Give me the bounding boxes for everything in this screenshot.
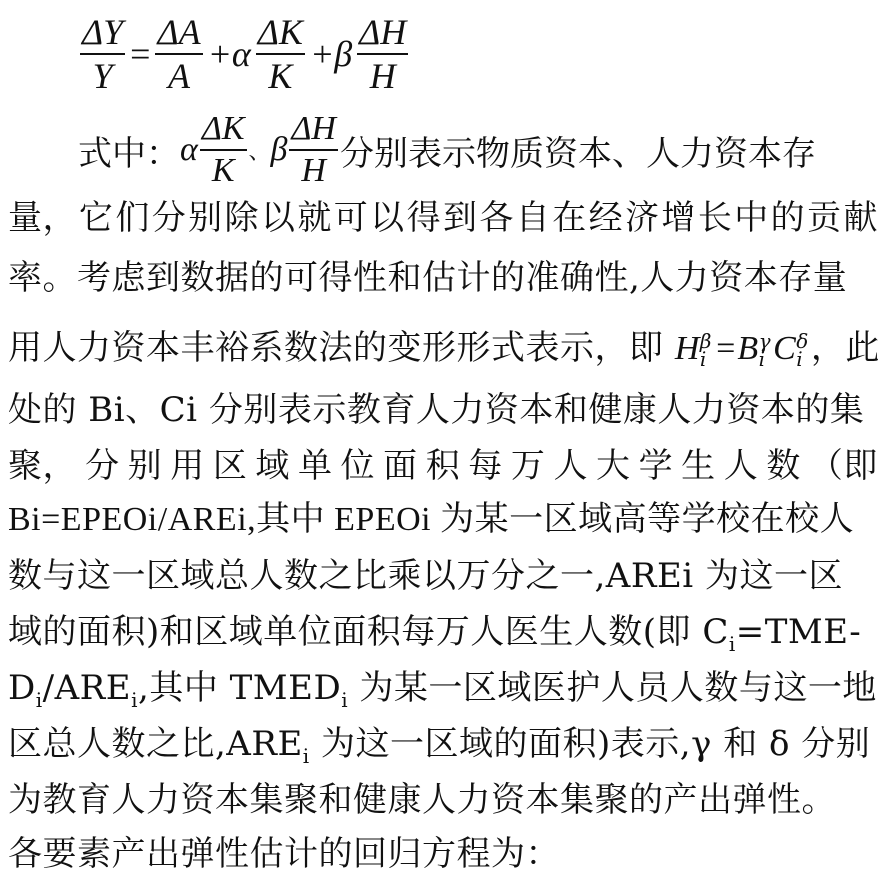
text-run: 积 xyxy=(425,446,461,486)
superscript: γ xyxy=(758,329,772,353)
text-run: 分别表示物质资本、人力资本存 xyxy=(339,133,816,174)
text-run: 每 xyxy=(468,446,503,486)
text-run: /ARE xyxy=(42,668,132,708)
text-run: 人 xyxy=(553,446,588,486)
numerator: ΔH xyxy=(289,112,338,151)
text-run: 处的 Bi、Ci 分别表示教育人力资本和健康人力资本的集 xyxy=(8,390,865,430)
text-run: 分 xyxy=(85,446,120,486)
denominator: H xyxy=(369,56,396,96)
text-run: （即 xyxy=(808,446,878,486)
text-run: 的 xyxy=(770,198,806,238)
text-run: 长 xyxy=(697,198,733,238)
text-run: 学 xyxy=(638,446,674,486)
text-run: 各要素产出弹性估计的回归方程为： xyxy=(8,834,560,874)
paragraph-line xyxy=(8,328,878,369)
denominator: A xyxy=(168,56,191,96)
equals-sign: = xyxy=(130,34,151,74)
text-run: 面 xyxy=(383,446,418,486)
text-run: 用 xyxy=(170,446,205,486)
fraction-human-capital-growth xyxy=(357,14,408,94)
text-run: 它 xyxy=(78,198,114,238)
text-run: 域的面积)和区域单位面积每万人医生人数(即 C xyxy=(8,612,729,652)
text-run: 聚， xyxy=(8,446,77,486)
text-run: D xyxy=(8,668,36,708)
paragraph-line xyxy=(8,390,878,430)
text-run: 除 xyxy=(224,198,260,238)
text-run: 人 xyxy=(723,446,759,486)
text-run: Bi=EPEOi/AREi,其中 EPEOi 为某一区域高等学校在校人 xyxy=(8,501,855,538)
text-run: 大 xyxy=(596,446,631,486)
text-run: 在 xyxy=(552,198,587,238)
fraction-capital-growth xyxy=(200,112,247,188)
text-run: 各 xyxy=(479,198,514,238)
denominator: Y xyxy=(92,56,113,96)
numerator: ΔK xyxy=(200,112,247,151)
paragraph-line xyxy=(8,258,878,298)
subscript: i xyxy=(796,347,804,371)
growth-equation xyxy=(78,14,410,94)
text-run: 数 xyxy=(766,446,801,486)
text-run: 别 xyxy=(188,198,223,238)
subscript: i xyxy=(302,744,310,768)
script-stack xyxy=(758,329,772,371)
fraction-tech-growth xyxy=(155,14,202,94)
text-run: 数与这一区域总人数之比乘以万分之一,AREi 为这一区 xyxy=(8,556,843,596)
paragraph-line xyxy=(8,834,878,874)
paragraph-line xyxy=(8,724,878,768)
paragraph-line xyxy=(8,500,878,540)
paragraph-line xyxy=(8,446,878,486)
script-stack xyxy=(699,329,712,371)
math-symbol-B: =B xyxy=(713,330,759,367)
subscript: i xyxy=(758,347,766,371)
subscript: i xyxy=(131,688,139,712)
text-run: 济 xyxy=(625,198,660,238)
text-run: 中 xyxy=(734,198,769,238)
text-run: 贡 xyxy=(807,198,842,238)
text-run: 位 xyxy=(340,446,376,486)
math-symbol-H: H xyxy=(674,330,700,367)
text-run: 万 xyxy=(510,446,546,486)
subscript: i xyxy=(699,347,707,371)
fraction-capital-growth xyxy=(256,14,305,94)
text-run: 献 xyxy=(843,198,878,238)
subscript: i xyxy=(728,632,736,656)
paragraph-line xyxy=(8,198,878,238)
paragraph-line xyxy=(8,780,878,820)
fraction-output-growth xyxy=(80,14,125,94)
text-run: 用人力资本丰裕系数法的变形形式表示，即 xyxy=(8,328,675,368)
denominator: K xyxy=(268,56,293,96)
numerator: ΔY xyxy=(80,14,125,55)
paragraph-line xyxy=(8,612,878,656)
text-run: 增 xyxy=(661,198,696,238)
text-run: =TME- xyxy=(735,612,862,652)
text-run: 区 xyxy=(212,446,248,486)
alpha-symbol: α xyxy=(180,131,198,168)
denominator: K xyxy=(211,152,235,189)
text-run: 们 xyxy=(115,198,150,238)
script-stack xyxy=(796,329,809,371)
text-run: 为某一区域医护人员人数与这一地 xyxy=(348,668,877,708)
text-run: 分 xyxy=(151,198,187,238)
fraction-human-capital-growth xyxy=(289,112,338,188)
text-run: ,其中 TMED xyxy=(138,668,342,708)
numerator: ΔH xyxy=(357,14,408,55)
subscript: i xyxy=(341,688,349,712)
text-run: 得 xyxy=(406,198,442,238)
text-run: 单 xyxy=(297,446,333,486)
text-run: 经 xyxy=(588,198,624,238)
beta-symbol: β xyxy=(270,131,288,168)
superscript: β xyxy=(699,329,712,353)
text-run: 区总人数之比,ARE xyxy=(8,724,303,764)
text-run: 为教育人力资本集聚和健康人力资本集聚的产出弹性。 xyxy=(8,780,836,820)
text-run: ，此 xyxy=(810,328,880,368)
text-run: 以 xyxy=(260,198,296,238)
superscript: δ xyxy=(796,329,809,353)
text-run: 量， xyxy=(8,198,77,238)
text-run: 以 xyxy=(370,198,405,238)
plus-beta: +β xyxy=(309,34,353,74)
paragraph-line xyxy=(8,668,878,712)
text-run: 、 xyxy=(248,139,271,165)
paragraph-line xyxy=(78,112,816,188)
plus-alpha: +α xyxy=(207,34,251,74)
numerator: ΔK xyxy=(256,14,305,55)
text-run: 自 xyxy=(515,198,551,238)
numerator: ΔA xyxy=(155,14,202,55)
math-symbol-C: C xyxy=(773,330,797,367)
text-run: 生 xyxy=(681,446,716,486)
paragraph-line xyxy=(8,556,878,596)
text-run: 到 xyxy=(442,198,478,238)
text-run: 为这一区域的面积)表示,γ 和 δ 分别 xyxy=(309,724,871,764)
text-run: 别 xyxy=(127,446,163,486)
text-run: 率。考虑到数据的可得性和估计的准确性,人力资本存量 xyxy=(8,258,848,298)
denominator: H xyxy=(301,152,326,189)
text-run: 式中： xyxy=(78,133,180,174)
text-run: 域 xyxy=(255,446,290,486)
subscript: i xyxy=(35,688,43,712)
text-run: 就 xyxy=(297,198,332,238)
text-run: 可 xyxy=(333,198,369,238)
